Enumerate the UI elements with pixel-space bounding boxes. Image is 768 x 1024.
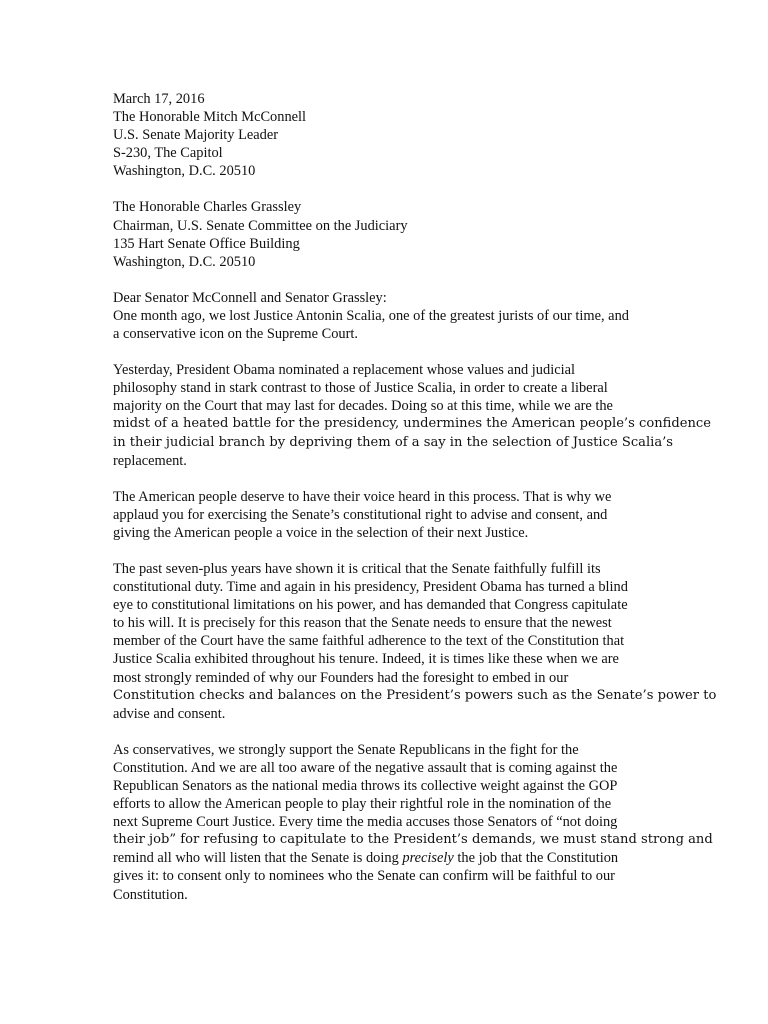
- paragraph-line: Constitution. And we are all too aware of the negative assault that is coming against the: [113, 759, 618, 776]
- paragraph-line: next Supreme Court Justice. Every time the media accuses those Senators of “not doing: [113, 814, 618, 831]
- paragraph-line: replacement.: [113, 452, 187, 469]
- paragraph-line: most strongly reminded of why our Founders had the foresight to embed in our: [113, 669, 569, 686]
- paragraph-line: midst of a heated battle for the presidency, undermines the American people’s confidence: [113, 416, 712, 432]
- paragraph-line: Constitution.: [113, 886, 188, 903]
- paragraph-line: Yesterday, President Obama nominated a replacement whose values and judicial: [113, 362, 575, 379]
- address-line: Chairman, U.S. Senate Committee on the Judiciary: [113, 217, 408, 234]
- recipient-address-grassley: [113, 198, 658, 270]
- body-paragraph-1: [113, 307, 658, 343]
- paragraph-line: The past seven-plus years have shown it is critical that the Senate faithfully fulfill its: [113, 560, 601, 577]
- address-line: The Honorable Charles Grassley: [113, 199, 302, 216]
- recipient-address-mcconnell: [113, 108, 658, 180]
- paragraph-line: [113, 849, 658, 867]
- address-line: The Honorable Mitch McConnell: [113, 109, 307, 126]
- paragraph-line: One month ago, we lost Justice Antonin Scalia, one of the greatest jurists of our time, and: [113, 307, 629, 324]
- paragraph-line: giving the American people a voice in the selection of their next Justice.: [113, 524, 529, 541]
- body-paragraph-4: [113, 560, 717, 723]
- address-line: 135 Hart Senate Office Building: [113, 235, 300, 252]
- paragraph-line: Justice Scalia exhibited throughout his tenure. Indeed, it is times like these when we are: [113, 651, 619, 668]
- address-line: Washington, D.C. 20510: [113, 163, 256, 180]
- emphasis-text: precisely: [402, 850, 454, 867]
- paragraph-line: Republican Senators as the national media throws its collective weight against the GOP: [113, 778, 618, 794]
- paragraph-line: advise and consent.: [113, 705, 226, 722]
- paragraph-line: in their judicial branch by depriving them of a say in the selection of Justice Scalia’s: [113, 434, 674, 450]
- paragraph-line: The American people deserve to have their voice heard in this process. That is why we: [113, 488, 612, 505]
- paragraph-line: majority on the Court that may last for decades. Doing so at this time, while we are the: [113, 398, 613, 415]
- paragraph-line: Constitution checks and balances on the President’s powers such as the Senate’s power to: [113, 687, 717, 703]
- letter-page: [113, 90, 717, 922]
- paragraph-line: a conservative icon on the Supreme Court.: [113, 326, 358, 343]
- paragraph-line: As conservatives, we strongly support the Senate Republicans in the fight for the: [113, 741, 579, 758]
- line-text: remind all who will listen that the Senate is doing: [113, 850, 399, 867]
- paragraph-line: their job” for refusing to capitulate to the President’s demands, we must stand strong and: [113, 832, 713, 848]
- body-paragraph-2: [113, 361, 712, 470]
- body-paragraph-3: [113, 488, 658, 542]
- salutation: Dear Senator McConnell and Senator Grassley:: [113, 289, 387, 306]
- paragraph-line: member of the Court have the same faithful adherence to the text of the Constitution that: [113, 633, 625, 650]
- line-text: the job that the Constitution: [453, 850, 619, 867]
- paragraph-line: gives it: to consent only to nominees who the Senate can confirm will be faithful to our: [113, 868, 615, 885]
- address-line: S-230, The Capitol: [113, 145, 223, 162]
- address-line: Washington, D.C. 20510: [113, 253, 256, 270]
- paragraph-line: efforts to allow the American people to play their rightful role in the nomination of the: [113, 796, 612, 813]
- address-line: U.S. Senate Majority Leader: [113, 127, 279, 144]
- paragraph-line: eye to constitutional limitations on his power, and has demanded that Congress capitulate: [113, 597, 628, 614]
- paragraph-line: philosophy stand in stark contrast to those of Justice Scalia, in order to create a liberal: [113, 380, 608, 397]
- paragraph-line: constitutional duty. Time and again in his presidency, President Obama has turned a blind: [113, 579, 628, 596]
- paragraph-line: applaud you for exercising the Senate’s constitutional right to advise and consent, and: [113, 506, 608, 523]
- paragraph-line: to his will. It is precisely for this reason that the Senate needs to ensure that the newest: [113, 615, 612, 632]
- body-paragraph-5: [113, 741, 713, 904]
- letter-date: March 17, 2016: [113, 91, 205, 107]
